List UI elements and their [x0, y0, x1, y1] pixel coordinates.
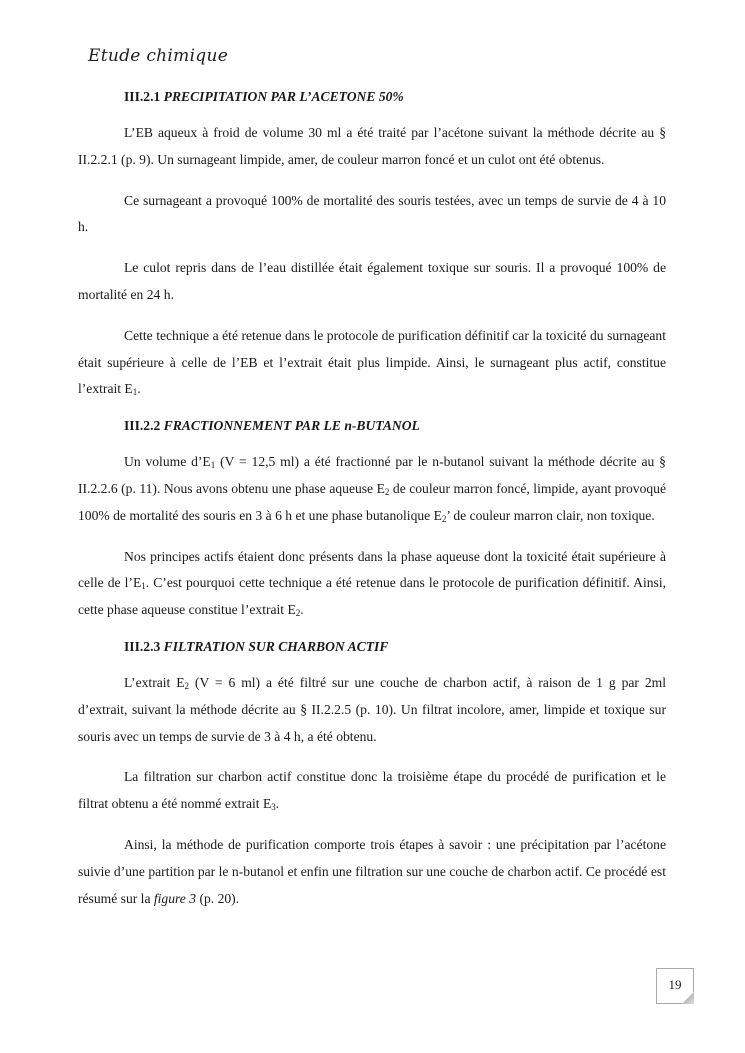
page-number-box: [656, 968, 694, 1004]
paragraph: Nos principes actifs étaient donc présents dans la phase aqueuse dont la toxicité était supérieure à celle de $l’E_1$. C’est pourquoi cette technique a été retenue dans le protocole de purification définitif. Ainsi, cette phase aqueuse constitue l’extrait $E_2$.: [78, 548, 666, 619]
section-heading: [78, 88, 666, 106]
paragraph: La filtration sur charbon actif constitue donc la troisième étape du procédé de purification et le filtrat obtenu a été nommé extrait $E_3$.: [78, 769, 666, 813]
section-number: III.2.1: [124, 89, 161, 104]
paragraph: Cette technique a été retenue dans le protocole de purification définitif car la toxicité du surnageant était supérieure à celle de l’EB et l’extrait était plus limpide. Ainsi, le surnageant plus actif, constitue l’extrait $E_1$.: [78, 327, 666, 398]
paragraph: Ainsi, la méthode de purification comporte trois étapes à savoir : une précipitation par l’acétone suivie d’une partition par le n-butanol et enfin une filtration sur une couche de charbon actif. Ce procédé est résumé sur la figure 3 (p. 20).: [78, 836, 666, 906]
running-header: Etude chimique: [88, 46, 229, 66]
paragraph: L’EB aqueux à froid de volume 30 ml a été traité par l’acétone suivant la méthode décrite au § II.2.2.1 (p. 9). Un surnageant limpide, amer, de couleur marron foncé et un culot ont été obtenus.: [78, 125, 666, 167]
paragraph: L’extrait $E_2$ (V = 6 ml) a été filtré sur une couche de charbon actif, à raison de 1 g par 2ml d’extrait, suivant la méthode décrite au § II.2.2.5 (p. 10). Un filtrat incolore, amer, limpide et toxique sur souris avec un temps de survie de 3 à 4 h, a été obtenu.: [78, 674, 666, 744]
section-number: III.2.2: [124, 418, 161, 434]
paragraph: Ce surnageant a provoqué 100% de mortalité des souris testées, avec un temps de survie de 4 à 10 h.: [78, 192, 666, 235]
page-number: 19: [668, 977, 682, 992]
paragraph: Le culot repris dans de l’eau distillée était également toxique sur souris. Il a provoqué 100% de mortalité en 24 h.: [78, 260, 666, 302]
section-heading: [78, 638, 666, 656]
document-body: [78, 88, 666, 926]
section-number: III.2.3: [124, 638, 161, 654]
page-curl-decoration: [682, 992, 694, 1004]
section-title: FRACTIONNEMENT PAR LE n-BUTANOL: [163, 418, 420, 434]
section-title: FILTRATION SUR CHARBON ACTIF: [163, 638, 389, 654]
section-title: PRECIPITATION PAR L’ACETONE 50%: [163, 89, 404, 104]
section-heading: [78, 417, 666, 435]
paragraph: Un volume $d’E_1$ (V = 12,5 ml) a été fractionné par le n-butanol suivant la méthode décrite au § II.2.2.6 (p. 11). Nous avons obtenu une phase aqueuse $E_2$ de couleur marron foncé, limpide, ayant provoqué 100% de mortalité des souris en 3 à 6 h et une phase butanolique $E_2$’ de couleur marron clair, non toxique.: [78, 454, 666, 524]
